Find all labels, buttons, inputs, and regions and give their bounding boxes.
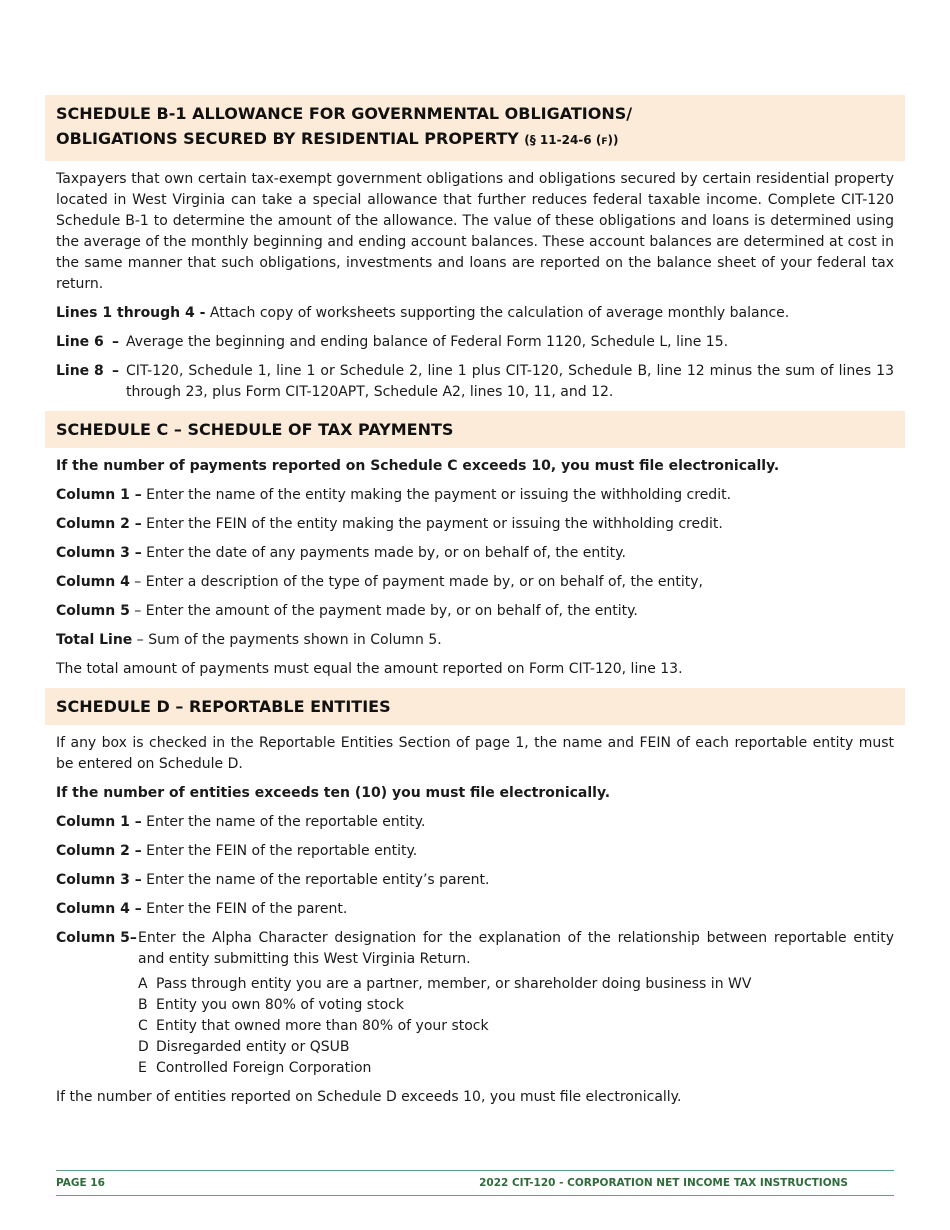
- code-letter: B: [138, 997, 148, 1013]
- column-text: – Enter a description of the type of payment made by, or on behalf of, the entity,: [129, 574, 703, 590]
- schedule-c-closing: The total amount of payments must equal the amount reported on Form CIT-120, line 13.: [56, 661, 683, 677]
- instructions-page: [45, 95, 905, 1116]
- schedule-b1-body: [45, 169, 905, 403]
- code-text: Disregarded entity or QSUB: [156, 1039, 350, 1055]
- line-6-dash: –: [112, 334, 119, 350]
- column-label: Column 2 –: [56, 843, 142, 859]
- schedule-c-notice: If the number of payments reported on Schedule C exceeds 10, you must file electronically.: [56, 458, 780, 474]
- schedule-d-column-row: [56, 870, 894, 891]
- schedule-c-column-row: [56, 601, 894, 622]
- schedule-d-column-row: [56, 812, 894, 833]
- schedule-c-column-row: [56, 514, 894, 535]
- code-text: Entity that owned more than 80% of your stock: [156, 1018, 489, 1034]
- schedule-b1-intro: Taxpayers that own certain tax-exempt government obligations and obligations secured by certain residential property located in West Virginia can take a special allowance that further reduces federal taxable income. Complete CIT-120 Schedule B-1 to determine the amount of the allowance. The value of these obligations and loans is determined using the average of the monthly beginning and ending account balances. These account balances are determined at cost in the same manner that such obligations, investments and loans are reported on the balance sheet of your federal tax return.: [56, 171, 894, 292]
- column-text: Enter the name of the reportable entity.: [141, 814, 426, 830]
- column-label: Column 2 –: [56, 516, 142, 532]
- column-text: Enter the name of the entity making the payment or issuing the withholding credit.: [141, 487, 732, 503]
- citation-f: F: [601, 137, 608, 147]
- column-text: Enter the FEIN of the entity making the payment or issuing the withholding credit.: [141, 516, 723, 532]
- column-5-text: Enter the Alpha Character designation for the explanation of the relationship between reportable entity and entity submitting this West Virginia Return.: [138, 930, 894, 967]
- schedule-d-closing: If the number of entities reported on Schedule D exceeds 10, you must file electronically.: [56, 1089, 682, 1105]
- line-6-label: Line 6: [56, 334, 104, 350]
- schedule-c-body: [45, 456, 905, 680]
- column-label: Column 4 –: [56, 901, 142, 917]
- relationship-code-item: [138, 1016, 894, 1037]
- schedule-c-title: SCHEDULE C – SCHEDULE OF TAX PAYMENTS: [56, 420, 454, 439]
- schedule-c-column-row: [56, 572, 894, 593]
- column-label: Column 3 –: [56, 872, 142, 888]
- code-text: Entity you own 80% of voting stock: [156, 997, 404, 1013]
- code-text: Controlled Foreign Corporation: [156, 1060, 372, 1076]
- line-8-text: CIT-120, Schedule 1, line 1 or Schedule 2, line 1 plus CIT-120, Schedule B, line 12 minus the sum of lines 13 through 23, plus Form CIT-120APT, Schedule A2, lines 10, 11, and 12.: [126, 363, 894, 400]
- citation-close: )): [607, 133, 619, 147]
- total-line-label: Total Line: [56, 632, 133, 648]
- lines-1-4-text: Attach copy of worksheets supporting the calculation of average monthly balance.: [205, 305, 790, 321]
- schedule-d-column-row: [56, 899, 894, 920]
- total-line-text: – Sum of the payments shown in Column 5.: [132, 632, 442, 648]
- schedule-d-header: [45, 688, 905, 725]
- line-8-instruction: [56, 361, 894, 403]
- line-6-text: Average the beginning and ending balance of Federal Form 1120, Schedule L, line 15.: [126, 334, 729, 350]
- code-text: Pass through entity you are a partner, member, or shareholder doing business in WV: [156, 976, 752, 992]
- schedule-d-title: SCHEDULE D – REPORTABLE ENTITIES: [56, 697, 391, 716]
- relationship-code-list: [138, 974, 894, 1079]
- line-6-instruction: [56, 332, 894, 353]
- column-text: Enter the name of the reportable entity’s parent.: [141, 872, 490, 888]
- column-label: Column 1 –: [56, 814, 142, 830]
- document-title: 2022 CIT-120 - CORPORATION NET INCOME TAX INSTRUCTIONS: [479, 1177, 848, 1189]
- code-letter: A: [138, 976, 148, 992]
- schedule-c-total-row: [56, 630, 894, 651]
- schedule-d-intro: If any box is checked in the Reportable Entities Section of page 1, the name and FEIN of each reportable entity must be entered on Schedule D.: [56, 735, 894, 772]
- line-8-dash: –: [112, 363, 119, 379]
- column-label: Column 3 –: [56, 545, 142, 561]
- code-letter: D: [138, 1039, 149, 1055]
- schedule-b1-citation: [524, 133, 618, 147]
- page-number: PAGE 16: [56, 1177, 105, 1189]
- schedule-d-notice: If the number of entities exceeds ten (10) you must file electronically.: [56, 785, 611, 801]
- relationship-code-item: [138, 974, 894, 995]
- citation-open: (§ 11-24-6 (: [524, 133, 602, 147]
- column-text: Enter the FEIN of the parent.: [141, 901, 348, 917]
- column-5-label: Column 5–: [56, 930, 137, 946]
- page-footer: [56, 1170, 894, 1196]
- column-label: Column 1 –: [56, 487, 142, 503]
- schedule-b1-header: [45, 95, 905, 161]
- column-text: Enter the FEIN of the reportable entity.: [141, 843, 418, 859]
- column-label: Column 5: [56, 603, 130, 619]
- schedule-c-header: [45, 411, 905, 448]
- code-letter: C: [138, 1018, 148, 1034]
- schedule-b1-title-line2-text: OBLIGATIONS SECURED BY RESIDENTIAL PROPERTY: [56, 129, 519, 148]
- line-8-label: Line 8: [56, 363, 104, 379]
- schedule-d-column-5: [56, 928, 894, 970]
- schedule-d-column-row: [56, 841, 894, 862]
- schedule-b1-title-line2: [56, 126, 894, 155]
- schedule-b1-title-line1: SCHEDULE B-1 ALLOWANCE FOR GOVERNMENTAL OBLIGATIONS/: [56, 104, 633, 123]
- relationship-code-item: [138, 1037, 894, 1058]
- column-label: Column 4: [56, 574, 130, 590]
- schedule-c-column-row: [56, 485, 894, 506]
- lines-1-4-instruction: [56, 303, 894, 324]
- schedule-c-column-row: [56, 543, 894, 564]
- column-text: – Enter the amount of the payment made by, or on behalf of, the entity.: [129, 603, 638, 619]
- code-letter: E: [138, 1060, 147, 1076]
- lines-1-4-label: Lines 1 through 4 -: [56, 305, 206, 321]
- column-text: Enter the date of any payments made by, or on behalf of, the entity.: [141, 545, 626, 561]
- schedule-d-body: [45, 733, 905, 1108]
- relationship-code-item: [138, 1058, 894, 1079]
- relationship-code-item: [138, 995, 894, 1016]
